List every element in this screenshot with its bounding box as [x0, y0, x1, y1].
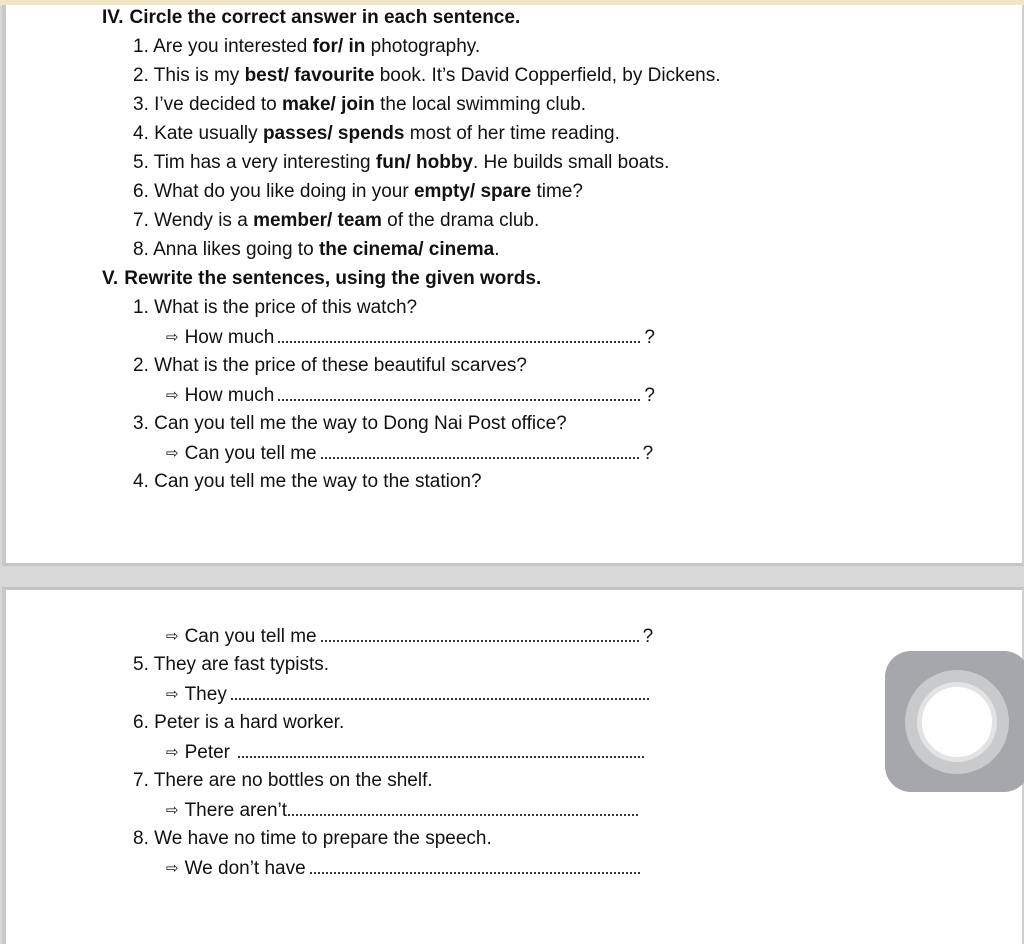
arrow-icon: ⇨: [166, 386, 179, 404]
answer-choices[interactable]: make/ join: [281, 94, 375, 115]
item-number: 6.: [133, 712, 149, 733]
item-text: I’ve decided to: [154, 94, 282, 115]
item-number: 5.: [133, 152, 149, 173]
item-text: They are fast typists.: [153, 654, 330, 675]
item-number: 3.: [133, 413, 149, 434]
s5-answer-1: [166, 325, 655, 350]
s4-item-6: [133, 180, 583, 204]
section-4-numeral: IV.: [102, 7, 124, 28]
record-ring-icon: [905, 670, 1009, 774]
item-number: 2.: [133, 355, 149, 376]
item-number: 7.: [133, 770, 149, 791]
arrow-icon: ⇨: [166, 328, 179, 346]
item-text: Are you interested: [153, 36, 313, 57]
item-text: most of her time reading.: [404, 123, 620, 144]
answer-blank[interactable]: [310, 856, 640, 874]
item-number: 8.: [133, 828, 149, 849]
answer-blank[interactable]: [321, 441, 639, 459]
section-5-numeral: V.: [102, 268, 119, 289]
s5-answer-7: [166, 798, 638, 823]
end-mark: ?: [644, 327, 655, 348]
s5-item-1: [133, 296, 417, 320]
s5-item-8: [133, 827, 492, 851]
answer-prompt: How much: [184, 327, 275, 348]
item-text: What is the price of this watch?: [154, 297, 418, 318]
section-4-title: Circle the correct answer in each sentence.: [129, 7, 521, 28]
end-mark: ?: [644, 385, 655, 406]
s4-item-2: [133, 64, 721, 88]
item-number: 7.: [133, 210, 149, 231]
item-text: There are no bottles on the shelf.: [153, 770, 433, 791]
s4-item-4: [133, 122, 620, 146]
floating-record-button[interactable]: [885, 651, 1024, 792]
answer-choices[interactable]: fun/ hobby: [375, 152, 473, 173]
arrow-icon: ⇨: [166, 444, 179, 462]
section-5-title: Rewrite the sentences, using the given words.: [124, 268, 542, 289]
item-number: 1.: [133, 36, 149, 57]
s5-answer-5: [166, 682, 649, 707]
s4-item-8: [133, 238, 500, 262]
item-text: Anna likes going to: [153, 239, 319, 260]
item-number: 8.: [133, 239, 149, 260]
item-text: Wendy is a: [154, 210, 254, 231]
worksheet-page-1: [2, 5, 1024, 566]
s5-answer-4: [166, 624, 653, 649]
item-number: 5.: [133, 654, 149, 675]
item-number: 2.: [133, 65, 149, 86]
answer-choices[interactable]: the cinema/ cinema: [318, 239, 495, 260]
item-number: 4.: [133, 471, 149, 492]
s5-item-7: [133, 769, 433, 793]
item-text: time?: [531, 181, 583, 202]
s5-item-4: [133, 470, 482, 494]
answer-blank[interactable]: [288, 798, 638, 816]
section-5-heading: [102, 267, 541, 291]
worksheet-page-2: [2, 587, 1024, 944]
item-text: Kate usually: [154, 123, 263, 144]
answer-prompt: Can you tell me: [184, 626, 317, 647]
answer-blank[interactable]: [231, 682, 649, 700]
item-number: 3.: [133, 94, 149, 115]
end-mark: ?: [642, 626, 654, 647]
answer-prompt: They: [184, 684, 227, 705]
item-text: Can you tell me the way to the station?: [154, 471, 482, 492]
answer-choices[interactable]: member/ team: [253, 210, 382, 231]
item-text: Can you tell me the way to Dong Nai Post office?: [154, 413, 567, 434]
arrow-icon: ⇨: [166, 801, 179, 819]
item-number: 4.: [133, 123, 149, 144]
item-text: What do you like doing in your: [154, 181, 414, 202]
arrow-icon: ⇨: [166, 859, 179, 877]
s5-item-3: [133, 412, 567, 436]
section-4-heading: [102, 6, 520, 30]
item-text: Peter is a hard worker.: [154, 712, 345, 733]
item-text: book. It’s David Copperfield, by Dickens.: [374, 65, 721, 86]
arrow-icon: ⇨: [166, 627, 179, 645]
item-text: the local swimming club.: [374, 94, 587, 115]
s5-answer-6: [166, 740, 644, 765]
item-text: photography.: [365, 36, 481, 57]
arrow-icon: ⇨: [166, 685, 179, 703]
s5-item-6: [133, 711, 344, 735]
answer-choices[interactable]: best/ favourite: [244, 65, 375, 86]
item-text: This is my: [153, 65, 245, 86]
item-text: .: [494, 239, 500, 260]
answer-choices[interactable]: passes/ spends: [262, 123, 405, 144]
item-text: What is the price of these beautiful scarves?: [154, 355, 527, 376]
answer-choices[interactable]: empty/ spare: [413, 181, 532, 202]
s4-item-5: [133, 151, 669, 175]
s5-item-5: [133, 653, 329, 677]
answer-prompt: How much: [184, 385, 275, 406]
answer-blank[interactable]: [278, 383, 640, 401]
item-text: of the drama club.: [381, 210, 540, 231]
answer-blank[interactable]: [238, 740, 644, 758]
s5-answer-8: [166, 856, 640, 881]
answer-prompt: There aren’t: [184, 800, 288, 821]
s4-item-7: [133, 209, 539, 233]
answer-prompt: We don’t have: [184, 858, 306, 879]
answer-blank[interactable]: [278, 325, 640, 343]
item-text: . He builds small boats.: [473, 152, 670, 173]
answer-blank[interactable]: [321, 624, 639, 642]
s5-item-2: [133, 354, 527, 378]
record-circle-icon: [917, 682, 997, 762]
item-text: Tim has a very interesting: [153, 152, 376, 173]
s4-item-1: [133, 35, 480, 59]
end-mark: ?: [642, 443, 654, 464]
item-text: We have no time to prepare the speech.: [154, 828, 492, 849]
s5-answer-3: [166, 441, 653, 466]
item-number: 6.: [133, 181, 149, 202]
s5-answer-2: [166, 383, 655, 408]
s4-item-3: [133, 93, 586, 117]
answer-choices[interactable]: for/ in: [312, 36, 366, 57]
arrow-icon: ⇨: [166, 743, 179, 761]
answer-prompt: Can you tell me: [184, 443, 317, 464]
answer-prompt: Peter: [184, 742, 230, 763]
item-number: 1.: [133, 297, 149, 318]
